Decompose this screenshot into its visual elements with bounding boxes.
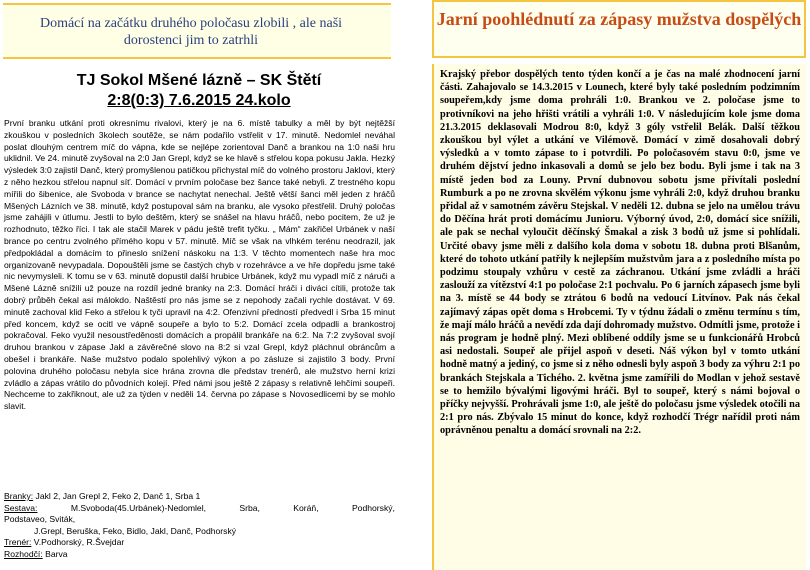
goals-label: Branky:	[4, 491, 34, 501]
match-report	[4, 118, 395, 413]
match-title	[4, 71, 394, 111]
lineup-label-wrap	[4, 503, 37, 515]
right-header-title: Jarní poohlédnutí za zápasy mužstva dospělých	[436, 9, 802, 29]
right-header-box	[432, 0, 806, 58]
lineup-part-2: Srba,	[239, 502, 260, 513]
lineup-line-3: J.Grepl, Beruška, Feko, Bidlo, Jakl, Danč, Podhorský	[34, 525, 237, 536]
right-article-text: Krajský přebor dospělých tento týden končí a je čas na malé zhodnocení jarní části. Zahajovalo se 14.3.2015 v Lounech, které byly také posledním podzimním soupeřem,kdy jsme doma prohráli 1:0. Brankou ve 2. poločase jsme to protivníkovi na jeho hřišti vrátili a vyhráli 1:0. V následujícím kole jsme doma 21.3.2015 deklasovali Modrou 8:0, když 3 góly vstřelil Belák. Další těžkou zkouškou byl výlet a utkání ve Vilémově. Domácí v zimě dosahovali dobrý výsledků a v tomto zápase to i potvrdili. Po poločasovém stavu 0:0, jsme ve druhém dějství jedno inkasovali a domů se jelo bez bodu. Byli jsme i tak na 3 místě jeden bod za Louny. První dubnovou sobotu jsme přivítali poslední Rumburk a po ne zrovna skvělém výkonu jsme vyhráli 2:0, když druhou branku přidal až v samotném závěru Stejskal. V neděli 12. dubna se jelo na umělou trávu do Děčína hrát proti domácímu Junioru. Výborný úvod, 2:0, domácí sice snížili, ale pak se nechal vyloučit děčínský Šmakal a zisk 3 bodů už jsme si pohlídali. Určité obavy jsme měli z dalšího kola doma v sobotu 18. dubna proti Blšanům, které do tohoto utkání patřily k nejlepším mužstvům jara a z posledního místa po podzimu stoupaly vzhůru v cestě za záchranou. Utkání jsme zvládli a hráči zaslouží za vítězství 4:1 po poločase 2:1 pochvalu. Po 6 jarních zápasech jsme byli na 3. místě se 44 body se ztrátou 6 bodů na vedoucí Litvínov. Pak nás čekal zajímavý zápas opět doma s Hrobcemi. Ty v týdnu žádali o změnu termínu s tím, že mají málo hráčů a nevědí zda dají dohromady mužstvo. Odmítli jsme, protože i nás program je hodně plný. Mezi oblíbené oddíly jsme se u funkcionářů Hrobců asi nedostali. Soupeř ale přijel aspoň v deseti. Náš výkon byl v tomto utkání hodně matný a jediný, co jsme si z něho odnesli byly aspoň 3 body za výhru 2:1 po brankách Stejskala a Tichého. 2. května jsme zamířili do Modlan v jehož sestavě se to hemžilo bývalými ligovými hráči. Byl to soupeř, který s námi bojoval o příčky nejvyšší. Prohrávali jsme 1:0, ale ještě do poločasu jsme výsledek otočili na 2:1 pro nás. Zbývalo 15 minut do konce, když rozhodčí Trégr nařídil proti nám oprávněnou penaltu a domácí srovnali na 2:2.	[440, 69, 800, 437]
match-report-text: První branku utkání proti okresnímu rivalovi, který je na 6. místě tabulky a měl by být nejtěžší zkouškou v posledních 3kolech soutěže, se nám podařilo vstřelit v 17. minutě. Nedomlel neváhal poslat dlouhým centrem míč do vápna, kde se nejlépe zorientoval Danč a brankou na 1:0 naši hru uklidnil. Ve 24. minutě zvyšoval na 2:0 Jan Grepl, když se ke hlavě s střelou kopa pokusu Jakla. Hezký výsledek 3:0 zajistil Danč, který promyšlenou patičkou přichystal míč do volného prostoru Jaklovi, který z něho hezkou střelou napnul síť. Domácí v prvním poločase bez šance také nebyli. Z trestného kopu mířili do šibenice, ale Svoboda v brance se nachytat nenechal. Ještě větší šanci měl jeden z hráčů Mšených Lázních ve 38. minutě, když postupoval sám na branku, ale vysoko přestřelil. Druhý poločas jsme zahájili v útlumu. Jestli to bylo deštěm, který se snášel na hlavu hráčů, nebo pocitem, že už je rozhodnuto, těžko říci. I tak ale stačil Marek v pádu ještě trefit tyčku. „ Mám“ zakřičel Urbánek v naší brance po centru zvolného přímého kopu v 57. minutě. Míč se však na vlhkém terénu neodrazil, jak předpokládal a domácím to přineslo snížení náskoku na 1:3. V těchto momentech naše hra moc organizovaně nevypadala. Dopouštěli jsme se častých chyb v rozehrávce a ve hře dopředu jsme také nic nevymysleli. K tomu se v 63. minutě dopustil další hrubice Urbánek, když mu vypadl míč z náruči a Mšené Lázně snížili už pouze na rozdíl jedné branky na 2:3. Domácí hráči i diváci cítili, protože tak dobrý průběh čekal asi málokdo. Naštěstí pro nás jsme se z nepohody začali rychle dostávat. V 69. minutě zachoval klid Feko a střelou k tyči upravil na 4:2. Ofenzivní předností předvedl i Srba 15 minut před koncem, když se ocitl ve vápně soupeře a bylo to 5:2. Domácí zcela odpadli a brankostroj pokračoval. Feko využil nesoustředěnosti domácích a propálil brankáře na 6:2. Na 7:2 zvyšoval svojí druhou brankou v zápase Jakl a závěrečné slovo na 8:2 si vzal Grepl, když pláchnul obráncům a obešel i brankáře. Naše mužstvo podalo spolehlivý výkon a po zásluze si zajistilo 3 body. První polovina druhého poločasu nebyla sice hrána zrovna dle představ trenérů, ale mužstvo herní krizi zvládlo a zápas vrátilo do původních kolejí. Před námi jsou ještě 2 zápasy s relativně lehčími soupeři. Nechceme to zakřiknout, ale už za týden v neděli 14. června po zápase s Novosedlicemi by se mohlo slavit.	[4, 118, 395, 412]
lineup-part-3: Koráň,	[293, 502, 319, 513]
coaches-label: Trenér:	[4, 537, 32, 547]
lineup-line-2: Podstaveo, Sviták,	[4, 514, 76, 524]
lineup-label: Sestava:	[4, 502, 38, 513]
match-teams: TJ Sokol Mšené lázně – SK Štětí	[76, 72, 322, 89]
right-column	[432, 0, 806, 570]
left-header-title: Domácí na začátku druhého poločasu zlobili , ale naši dorostenci jim to zatrhli	[39, 16, 343, 48]
referee-row	[4, 549, 395, 561]
lineup-part-4: Podhorský,	[351, 502, 395, 513]
coaches-value: V.Podhorský, R.Švejdar	[31, 537, 125, 547]
goals-row	[4, 491, 395, 503]
right-article-box	[432, 64, 806, 570]
left-header-box	[3, 3, 391, 59]
goals-value: Jakl 2, Jan Grepl 2, Feko 2, Danč 1, Srba 1	[33, 491, 201, 501]
match-score-date: 2:8(0:3) 7.6.2015 24.kolo	[107, 92, 291, 109]
referee-label: Rozhodčí:	[4, 548, 43, 559]
lineup-part-1: M.Svoboda(45.Urbánek)-Nedomlel,	[70, 502, 206, 513]
lineup-row	[4, 503, 395, 515]
coaches-row	[4, 537, 395, 549]
referee-value: Barva	[42, 548, 68, 559]
lineup-block	[4, 491, 395, 560]
